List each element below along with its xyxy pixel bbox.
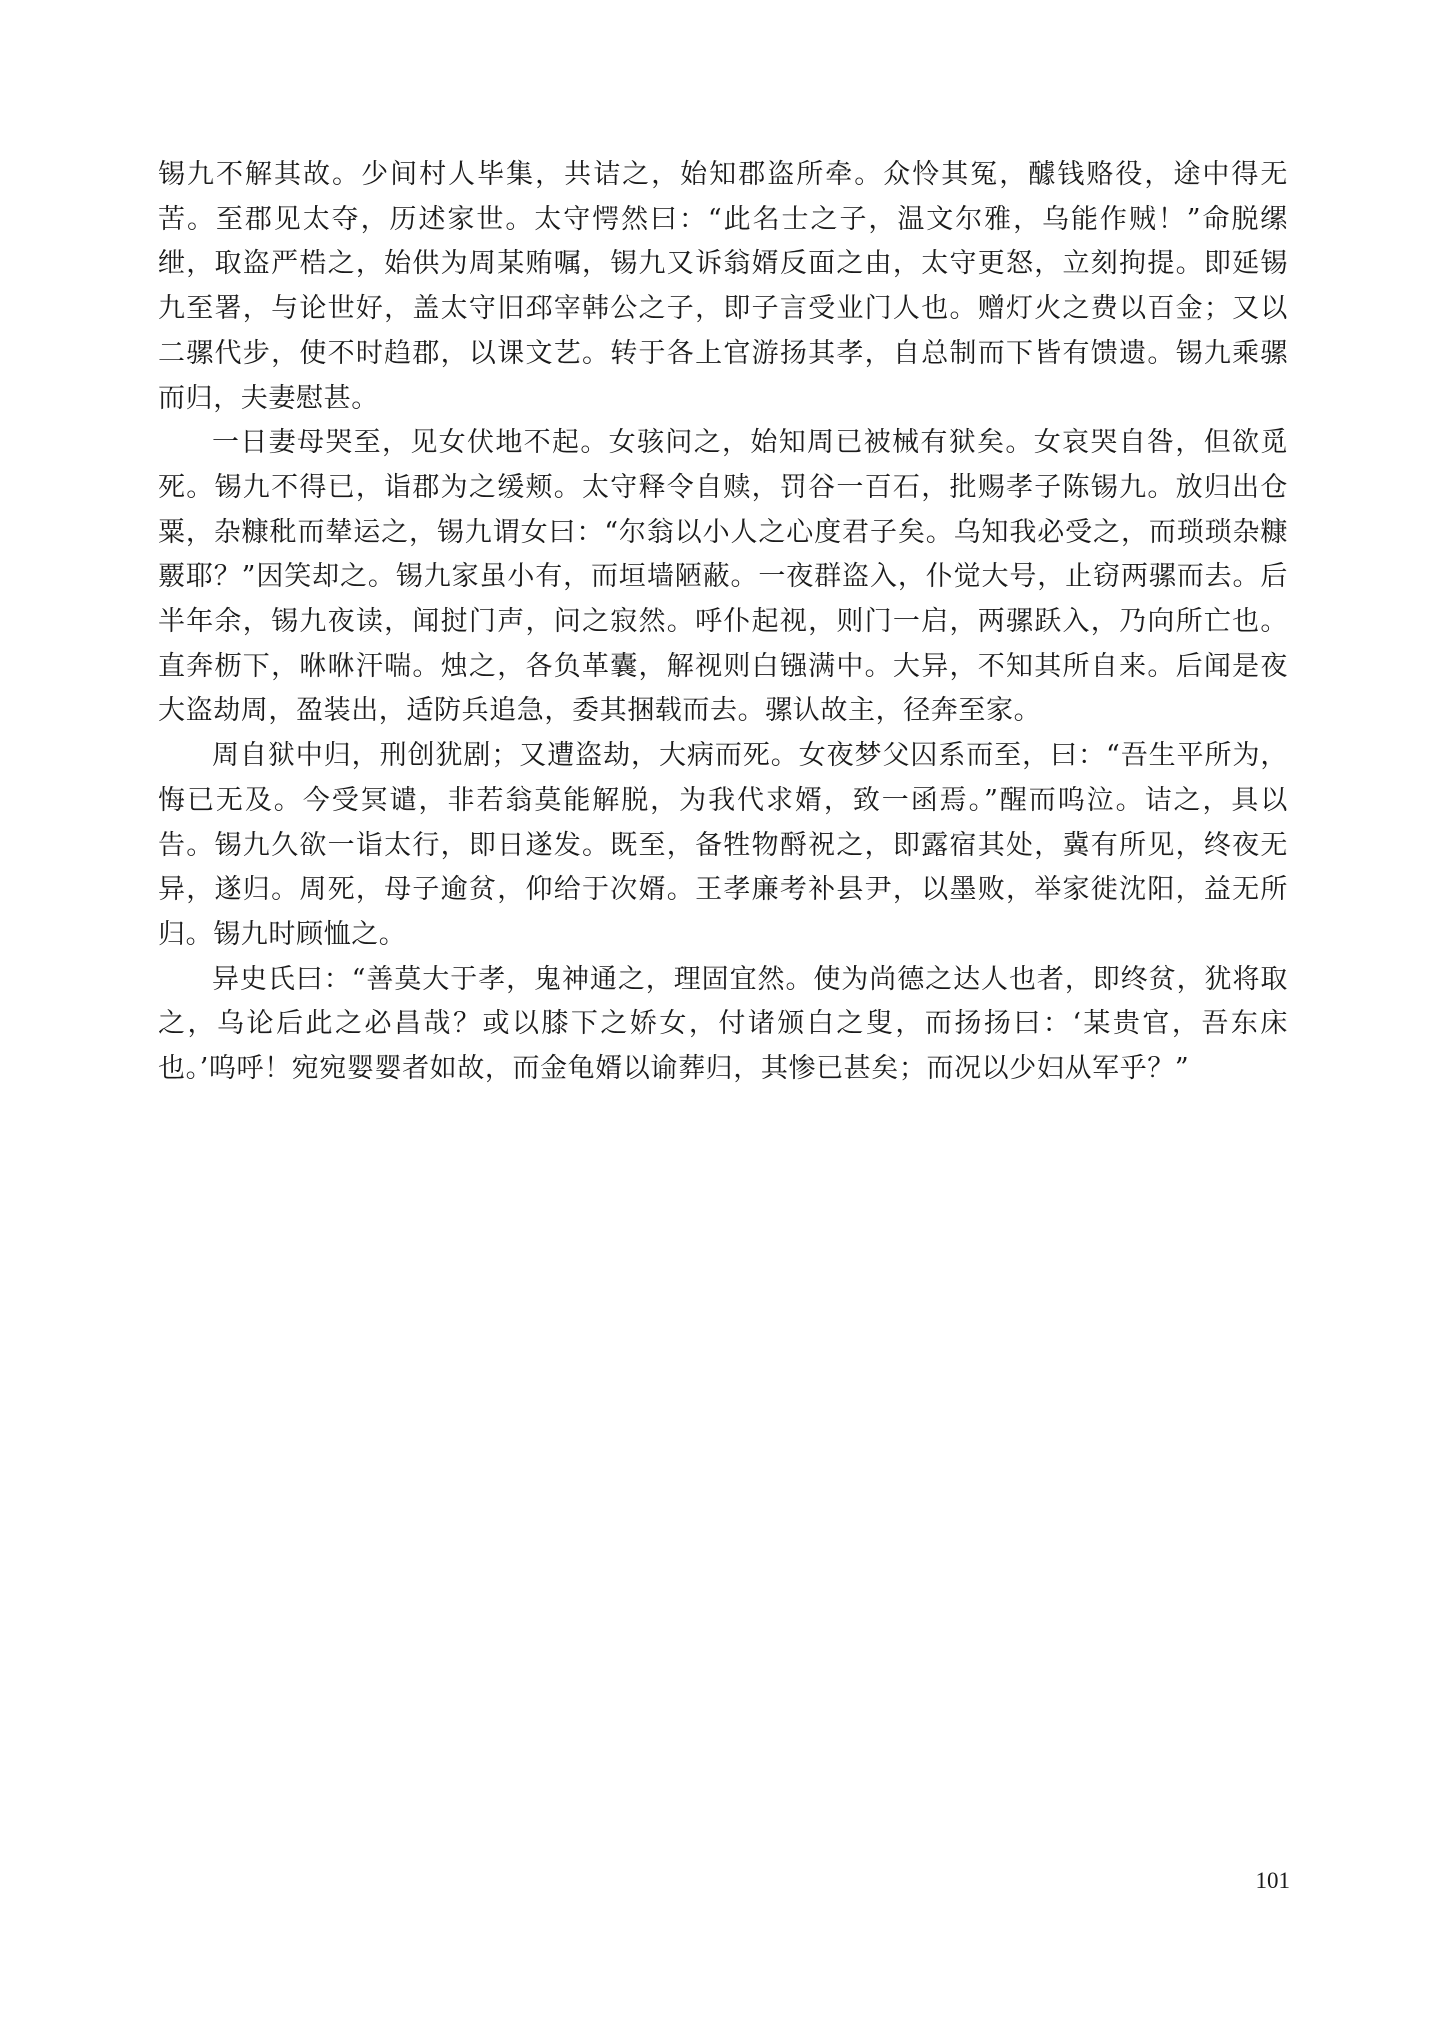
paragraph-4: 异史氏曰：“善莫大于孝，鬼神通之，理固宜然。使为尚德之达人也者，即终贫，犹将取之，乌论后此之必昌哉？或以膝下之娇女，付诸颁白之叟，而扬扬曰：‘某贵官，吾东床也。’呜呼！宛宛婴婴者如故，而金龟婿以谕葬归，其惨已甚矣；而况以少妇从军乎？” — [158, 963, 1288, 1085]
page-number: 101 — [1255, 1868, 1290, 1893]
paragraph-2: 一日妻母哭至，见女伏地不起。女骇问之，始知周已被械有狱矣。女哀哭自咎，但欲觅死。锡九不得已，诣郡为之缓颊。太守释令自赎，罚谷一百石，批赐孝子陈锡九。放归出仓粟，杂糠秕而辇运之，锡九谓女曰：“尔翁以小人之心度君子矣。乌知我必受之，而琐琐杂糠覈耶？”因笑却之。锡九家虽小有，而垣墙陋蔽。一夜群盗入，仆觉大号，止窃两骡而去。后半年余，锡九夜读，闻挝门声，问之寂然。呼仆起视，则门一启，两骡跃入，乃向所亡也。直奔枥下，咻咻汗喘。烛之，各负革囊，解视则白镪满中。大异，不知其所自来。后闻是夜大盗劫周，盈装出，适防兵追急，委其捆载而去。骡认故主，径奔至家。 — [158, 427, 1288, 727]
page-body — [158, 153, 1288, 1092]
paragraph-1: 锡九不解其故。少间村人毕集，共诘之，始知郡盗所牵。众怜其冤，醵钱赂役，途中得无苦。至郡见太夺，历述家世。太守愕然曰：“此名士之子，温文尔雅，乌能作贼！”命脱缧绁，取盗严梏之，始供为周某贿嘱，锡九又诉翁婿反面之由，太守更怒，立刻拘提。即延锡九至署，与论世好，盖太守旧邳宰韩公之子，即子言受业门人也。赠灯火之费以百金；又以二骡代步，使不时趋郡，以课文艺。转于各上官游扬其孝，自总制而下皆有馈遗。锡九乘骡而归，夫妻慰甚。 — [158, 159, 1288, 414]
paragraph-3: 周自狱中归，刑创犹剧；又遭盗劫，大病而死。女夜梦父囚系而至，曰：“吾生平所为，悔已无及。今受冥谴，非若翁莫能解脱，为我代求婿，致一函焉。”醒而呜泣。诘之，具以告。锡九久欲一诣太行，即日遂发。既至，备牲物酹祝之，即露宿其处，冀有所见，终夜无异，遂归。周死，母子逾贫，仰给于次婿。王孝廉考补县尹，以墨败，举家徙沈阳，益无所归。锡九时顾恤之。 — [158, 740, 1288, 950]
